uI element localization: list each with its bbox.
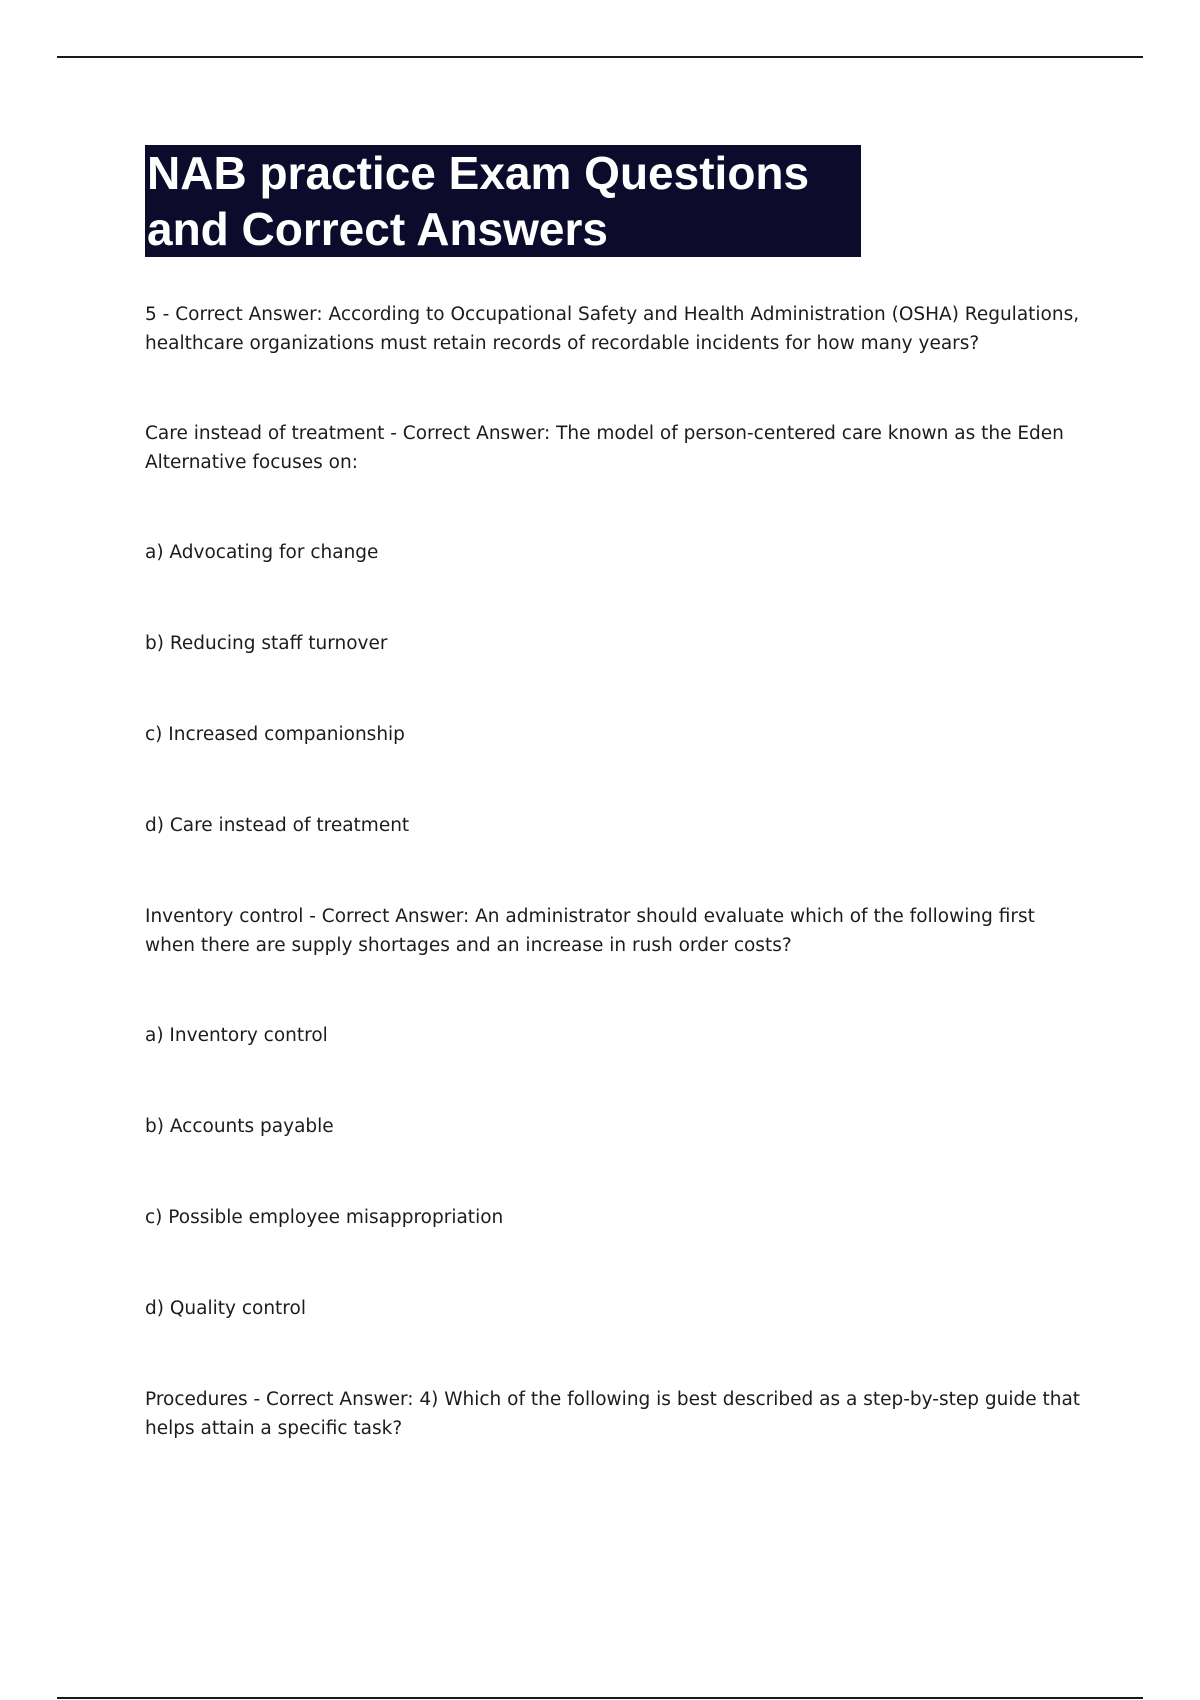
- document-title: [145, 145, 861, 257]
- option-d: d) Quality control: [145, 1298, 306, 1319]
- question-eden-alternative: Care instead of treatment - Correct Answer: The model of person-centered care known as the Eden Alternative focuses on:: [145, 423, 1064, 473]
- title-line-2: and Correct Answers: [147, 203, 608, 255]
- option-b: b) Reducing staff turnover: [145, 633, 388, 654]
- option-a: a) Advocating for change: [145, 542, 379, 563]
- question-osha-records: 5 - Correct Answer: According to Occupational Safety and Health Administration (OSHA) Regulations, healthcare organizations must retain records of recordable incidents for how many years?: [145, 304, 1080, 354]
- option-c: c) Increased companionship: [145, 724, 405, 745]
- document-body: [145, 300, 1090, 1443]
- footer-rule: [57, 1697, 1143, 1699]
- question-procedures: Procedures - Correct Answer: 4) Which of the following is best described as a step-by-step guide that helps attain a specific task?: [145, 1389, 1081, 1439]
- option-c: c) Possible employee misappropriation: [145, 1207, 504, 1228]
- option-d: d) Care instead of treatment: [145, 815, 410, 836]
- header-rule: [57, 56, 1143, 58]
- option-a: a) Inventory control: [145, 1025, 328, 1046]
- question-supply-shortages: Inventory control - Correct Answer: An administrator should evaluate which of the following first when there are supply shortages and an increase in rush order costs?: [145, 906, 1035, 956]
- option-b: b) Accounts payable: [145, 1116, 334, 1137]
- title-line-1: NAB practice Exam Questions: [147, 147, 810, 199]
